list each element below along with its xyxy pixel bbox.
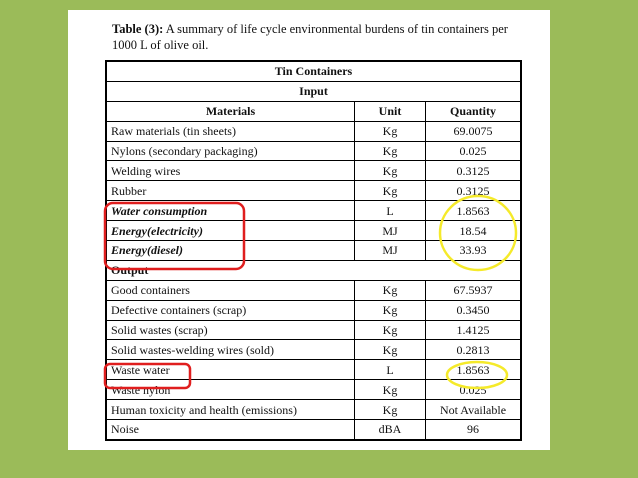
input-quantity-highlight-circle: [440, 196, 516, 270]
material-cell: Raw materials (tin sheets): [106, 121, 355, 141]
quantity-cell: 96: [426, 420, 522, 440]
unit-cell: L: [355, 360, 426, 380]
material-cell: Waste water: [106, 360, 355, 380]
unit-cell: Kg: [355, 380, 426, 400]
unit-cell: dBA: [355, 420, 426, 440]
material-cell: Defective containers (scrap): [106, 300, 355, 320]
output-section-label: Output: [106, 260, 521, 280]
unit-cell: Kg: [355, 300, 426, 320]
material-cell: Good containers: [106, 280, 355, 300]
waste-water-highlight-circle: [447, 362, 507, 388]
quantity-cell: 0.025: [426, 141, 522, 161]
energy-highlight-box: [105, 203, 244, 269]
caption-label: Table (3):: [112, 22, 164, 36]
material-cell: Nylons (secondary packaging): [106, 141, 355, 161]
material-cell: Energy(diesel): [106, 241, 355, 261]
quantity-cell: 1.8563: [426, 360, 522, 380]
waste-water-highlight-box: [105, 364, 190, 388]
material-cell: Energy(electricity): [106, 221, 355, 241]
quantity-cell: 0.3450: [426, 300, 522, 320]
quantity-cell: 1.4125: [426, 320, 522, 340]
material-cell: Noise: [106, 420, 355, 440]
quantity-cell: 33.93: [426, 241, 522, 261]
material-cell: Welding wires: [106, 161, 355, 181]
column-header-quantity: Quantity: [426, 101, 522, 121]
column-header-unit: Unit: [355, 101, 426, 121]
material-cell: Solid wastes-welding wires (sold): [106, 340, 355, 360]
caption-text: A summary of life cycle environmental burdens of tin containers per 1000 L of olive oil.: [112, 22, 508, 52]
quantity-cell: 1.8563: [426, 201, 522, 221]
quantity-cell: 18.54: [426, 221, 522, 241]
unit-cell: Kg: [355, 121, 426, 141]
unit-cell: MJ: [355, 221, 426, 241]
material-cell: Water consumption: [106, 201, 355, 221]
unit-cell: MJ: [355, 241, 426, 261]
quantity-cell: 0.025: [426, 380, 522, 400]
quantity-cell: 0.2813: [426, 340, 522, 360]
unit-cell: Kg: [355, 340, 426, 360]
quantity-cell: 0.3125: [426, 161, 522, 181]
material-cell: Waste nylon: [106, 380, 355, 400]
unit-cell: Kg: [355, 280, 426, 300]
unit-cell: Kg: [355, 181, 426, 201]
material-cell: Solid wastes (scrap): [106, 320, 355, 340]
material-cell: Rubber: [106, 181, 355, 201]
material-cell: Human toxicity and health (emissions): [106, 400, 355, 420]
quantity-cell: 69.0075: [426, 121, 522, 141]
input-section-label: Input: [106, 81, 521, 101]
column-header-materials: Materials: [106, 101, 355, 121]
quantity-cell: 67.5937: [426, 280, 522, 300]
unit-cell: L: [355, 201, 426, 221]
quantity-cell: Not Available: [426, 400, 522, 420]
unit-cell: Kg: [355, 400, 426, 420]
unit-cell: Kg: [355, 141, 426, 161]
table-title: Tin Containers: [106, 61, 521, 81]
unit-cell: Kg: [355, 320, 426, 340]
unit-cell: Kg: [355, 161, 426, 181]
quantity-cell: 0.3125: [426, 181, 522, 201]
